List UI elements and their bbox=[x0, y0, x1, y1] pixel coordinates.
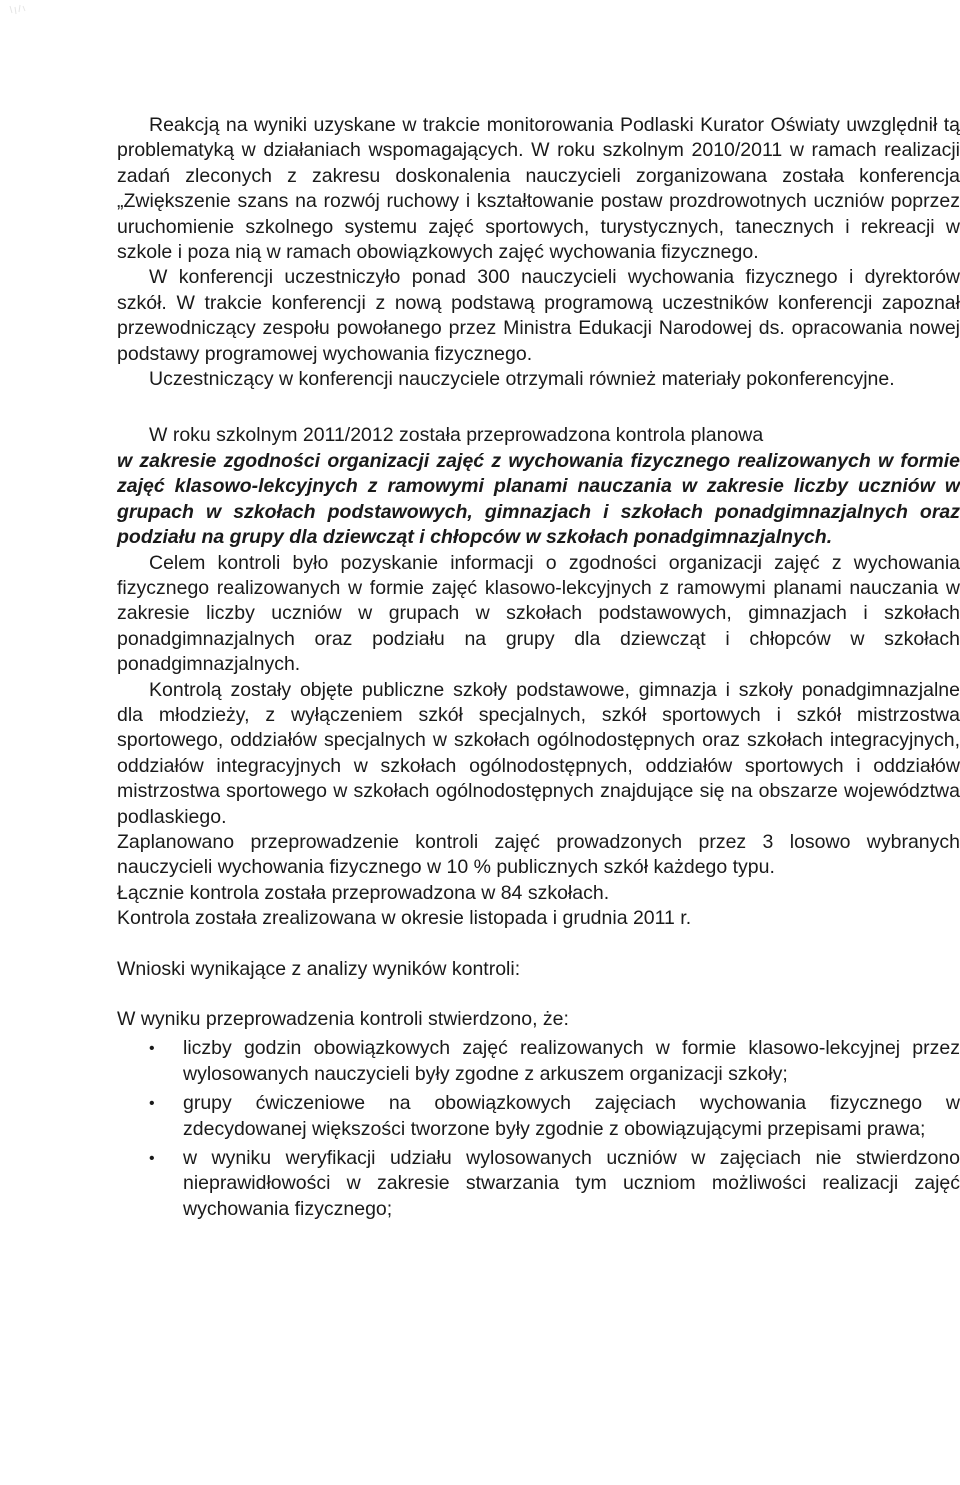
bullet: • bbox=[149, 1095, 155, 1113]
control-scope: Kontrolą zostały objęte publiczne szkoły podstawowe, gimnazja i szkoły ponadgimnazjalne dla młodzieży, z wyłączeniem szkół specjalnych, szkół sportowych i szkół mistrzostwa sportowego, oddziałów specjalnych w szkołach ogólnodostępnych oraz szkołach integracyjnych, oddziałów integracyjnych w szkołach ogólnodostępnych, oddziałów sportowych i oddziałów mistrzostwa sportowego w szkołach ogólnodostępnych znajdujące się na obszarze województwa podlaskiego. bbox=[117, 678, 960, 828]
control-subject: w zakresie zgodności organizacji zajęć z wychowania fizycznego realizowanych w formie zajęć klasowo-lekcyjnych z ramowymi planami nauczania w zakresie liczby uczniów w grupach w szkołach podstawowych, gimnazjach i szkołach ponadgimnazjalnych oraz podziału na grupy dla dziewcząt i chłopców w szkołach ponadgimnazjalnych. bbox=[117, 449, 960, 549]
finding-text: liczby godzin obowiązkowych zajęć realizowanych w formie klasowo-lekcyjnej przez wylosowanych nauczycieli były zgodne z arkuszem organizacji szkoły; bbox=[183, 1037, 960, 1085]
bullet: • bbox=[149, 1040, 155, 1058]
intro-paragraph: Reakcją na wyniki uzyskane w trakcie monitorowania Podlaski Kurator Oświaty uwzględnił tą problematyką w działaniach wspomagających. W roku szkolnym 2010/2011 w ramach realizacji zadań zleconych z zakresu doskonalenia nauczycieli zorganizowana została konferencja „Zwiększenie szans na rozwój ruchowy i kształtowanie postaw prozdrowotnych uczniów poprzez uruchomienie szkolnego systemu zajęć sportowych, turystycznych, tanecznych i rekreacji w szkole i poza nią w ramach obowiązkowych zajęć wychowania fizycznego. bbox=[117, 114, 960, 264]
list-item bbox=[117, 1091, 960, 1142]
conference-paragraph: W konferencji uczestniczyło ponad 300 nauczycieli wychowania fizycznego i dyrektorów szkół. W trakcie konferencji z nową podstawą programową uczestników konferencji zapoznał przewodniczący zespołu powołanego przez Ministra Edukacji Narodowej ds. opracowania nowej podstawy programowej wychowania fizycznego. bbox=[117, 266, 960, 365]
scan-artifact bbox=[8, 4, 28, 16]
document-page bbox=[117, 113, 960, 1222]
conclusions-heading: Wnioski wynikające z analizy wyników kontroli: bbox=[117, 957, 521, 980]
list-item bbox=[117, 1036, 960, 1087]
control-period: Kontrola została zrealizowana w okresie listopada i grudnia 2011 r. bbox=[117, 907, 692, 930]
control-goal: Celem kontroli było pozyskanie informacji o zgodności organizacji zajęć z wychowania fizycznego realizowanych w formie zajęć klasowo-lekcyjnych z ramowymi planami nauczania w zakresie liczby uczniów w grupach w szkołach podstawowych, gimnazjach i szkołach ponadgimnazjalnych oraz podziału na grupy dla dziewcząt i chłopców w szkołach ponadgimnazjalnych. bbox=[117, 551, 960, 676]
findings-list bbox=[117, 1036, 960, 1222]
finding-text: w wyniku weryfikacji udziału wylosowanych uczniów w zajęciach nie stwierdzono nieprawidłowości w zakresie stwarzania tym uczniom możliwości realizacji zajęć wychowania fizycznego; bbox=[183, 1147, 960, 1220]
findings-intro: W wyniku przeprowadzenia kontroli stwierdzono, że: bbox=[117, 1008, 569, 1030]
list-item bbox=[117, 1146, 960, 1222]
materials-paragraph: Uczestniczący w konferencji nauczyciele otrzymali również materiały pokonferencyjne. bbox=[149, 368, 895, 391]
control-total: Łącznie kontrola została przeprowadzona w 84 szkołach. bbox=[117, 881, 610, 904]
bullet: • bbox=[149, 1150, 155, 1168]
finding-text: grupy ćwiczeniowe na obowiązkowych zajęciach wychowania fizycznego w zdecydowanej większości tworzone były zgodnie z obowiązującymi przepisami prawa; bbox=[183, 1092, 960, 1140]
control-plan: Zaplanowano przeprowadzenie kontroli zajęć prowadzonych przez 3 losowo wybranych nauczycieli wychowania fizycznego w 10 % publicznych szkół każdego typu. bbox=[117, 830, 960, 879]
control-lead: W roku szkolnym 2011/2012 została przeprowadzona kontrola planowa bbox=[149, 424, 764, 447]
